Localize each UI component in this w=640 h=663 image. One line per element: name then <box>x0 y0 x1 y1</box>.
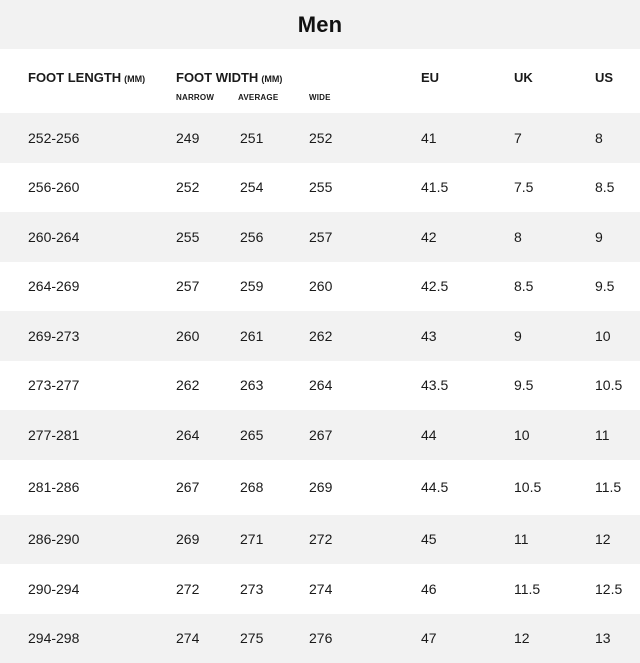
cell-eu: 45 <box>421 515 437 565</box>
cell-foot-length: 277-281 <box>28 410 79 460</box>
table-body <box>0 113 640 663</box>
header-foot-width <box>176 70 282 85</box>
header-foot-length-label: FOOT LENGTH <box>28 70 121 85</box>
cell-narrow: 274 <box>176 614 199 663</box>
cell-average: 265 <box>240 410 263 460</box>
cell-narrow: 255 <box>176 212 199 262</box>
cell-uk: 11.5 <box>514 564 540 614</box>
header-foot-width-unit: (MM) <box>261 74 282 84</box>
title-bar <box>0 0 640 49</box>
cell-eu: 43.5 <box>421 361 448 411</box>
table-row <box>0 614 640 663</box>
cell-wide: 260 <box>309 262 332 312</box>
cell-eu: 41 <box>421 113 437 163</box>
cell-narrow: 249 <box>176 113 199 163</box>
cell-average: 271 <box>240 515 263 565</box>
cell-wide: 262 <box>309 311 332 361</box>
cell-wide: 276 <box>309 614 332 663</box>
cell-narrow: 257 <box>176 262 199 312</box>
cell-us: 10.5 <box>595 361 622 411</box>
header-narrow: NARROW <box>176 93 214 102</box>
cell-us: 11.5 <box>595 460 621 515</box>
cell-foot-length: 264-269 <box>28 262 79 312</box>
cell-us: 10 <box>595 311 611 361</box>
table-row <box>0 460 640 515</box>
cell-eu: 46 <box>421 564 437 614</box>
cell-us: 9.5 <box>595 262 614 312</box>
cell-eu: 42.5 <box>421 262 448 312</box>
table-header <box>0 49 640 113</box>
cell-us: 8.5 <box>595 163 614 213</box>
table-row <box>0 564 640 614</box>
cell-uk: 11 <box>514 515 529 565</box>
cell-us: 8 <box>595 113 603 163</box>
cell-uk: 8 <box>514 212 522 262</box>
cell-wide: 269 <box>309 460 332 515</box>
cell-average: 254 <box>240 163 263 213</box>
chart-title: Men <box>298 12 343 38</box>
cell-narrow: 267 <box>176 460 199 515</box>
cell-wide: 264 <box>309 361 332 411</box>
header-foot-length-unit: (MM) <box>124 74 145 84</box>
table-row <box>0 163 640 213</box>
table-row <box>0 212 640 262</box>
cell-average: 273 <box>240 564 263 614</box>
cell-wide: 255 <box>309 163 332 213</box>
cell-uk: 8.5 <box>514 262 533 312</box>
cell-average: 256 <box>240 212 263 262</box>
cell-wide: 272 <box>309 515 332 565</box>
cell-average: 275 <box>240 614 263 663</box>
cell-foot-length: 294-298 <box>28 614 79 663</box>
cell-average: 259 <box>240 262 263 312</box>
cell-narrow: 260 <box>176 311 199 361</box>
cell-narrow: 262 <box>176 361 199 411</box>
header-eu: EU <box>421 70 439 85</box>
cell-narrow: 264 <box>176 410 199 460</box>
cell-uk: 7 <box>514 113 522 163</box>
header-average: AVERAGE <box>238 93 278 102</box>
cell-us: 12 <box>595 515 611 565</box>
cell-eu: 41.5 <box>421 163 448 213</box>
cell-uk: 9 <box>514 311 522 361</box>
table-row <box>0 515 640 565</box>
cell-uk: 9.5 <box>514 361 533 411</box>
cell-uk: 10 <box>514 410 530 460</box>
header-uk: UK <box>514 70 533 85</box>
header-foot-width-label: FOOT WIDTH <box>176 70 258 85</box>
cell-average: 251 <box>240 113 263 163</box>
cell-average: 263 <box>240 361 263 411</box>
cell-us: 11 <box>595 410 610 460</box>
cell-foot-length: 260-264 <box>28 212 79 262</box>
header-foot-length <box>28 70 145 85</box>
table-row <box>0 361 640 411</box>
cell-eu: 42 <box>421 212 437 262</box>
table-row <box>0 311 640 361</box>
cell-narrow: 272 <box>176 564 199 614</box>
cell-eu: 47 <box>421 614 437 663</box>
cell-uk: 10.5 <box>514 460 541 515</box>
cell-foot-length: 256-260 <box>28 163 79 213</box>
cell-us: 13 <box>595 614 611 663</box>
cell-uk: 7.5 <box>514 163 533 213</box>
table-row <box>0 410 640 460</box>
cell-eu: 44.5 <box>421 460 448 515</box>
cell-foot-length: 252-256 <box>28 113 79 163</box>
cell-wide: 274 <box>309 564 332 614</box>
cell-foot-length: 290-294 <box>28 564 79 614</box>
table-row <box>0 113 640 163</box>
cell-us: 9 <box>595 212 603 262</box>
cell-uk: 12 <box>514 614 530 663</box>
header-wide: WIDE <box>309 93 331 102</box>
cell-narrow: 269 <box>176 515 199 565</box>
cell-wide: 252 <box>309 113 332 163</box>
cell-wide: 257 <box>309 212 332 262</box>
cell-us: 12.5 <box>595 564 622 614</box>
cell-eu: 44 <box>421 410 437 460</box>
cell-wide: 267 <box>309 410 332 460</box>
cell-foot-length: 273-277 <box>28 361 79 411</box>
cell-average: 261 <box>240 311 263 361</box>
cell-average: 268 <box>240 460 263 515</box>
cell-foot-length: 281-286 <box>28 460 79 515</box>
cell-foot-length: 286-290 <box>28 515 79 565</box>
header-us: US <box>595 70 613 85</box>
cell-eu: 43 <box>421 311 437 361</box>
cell-narrow: 252 <box>176 163 199 213</box>
cell-foot-length: 269-273 <box>28 311 79 361</box>
table-row <box>0 262 640 312</box>
